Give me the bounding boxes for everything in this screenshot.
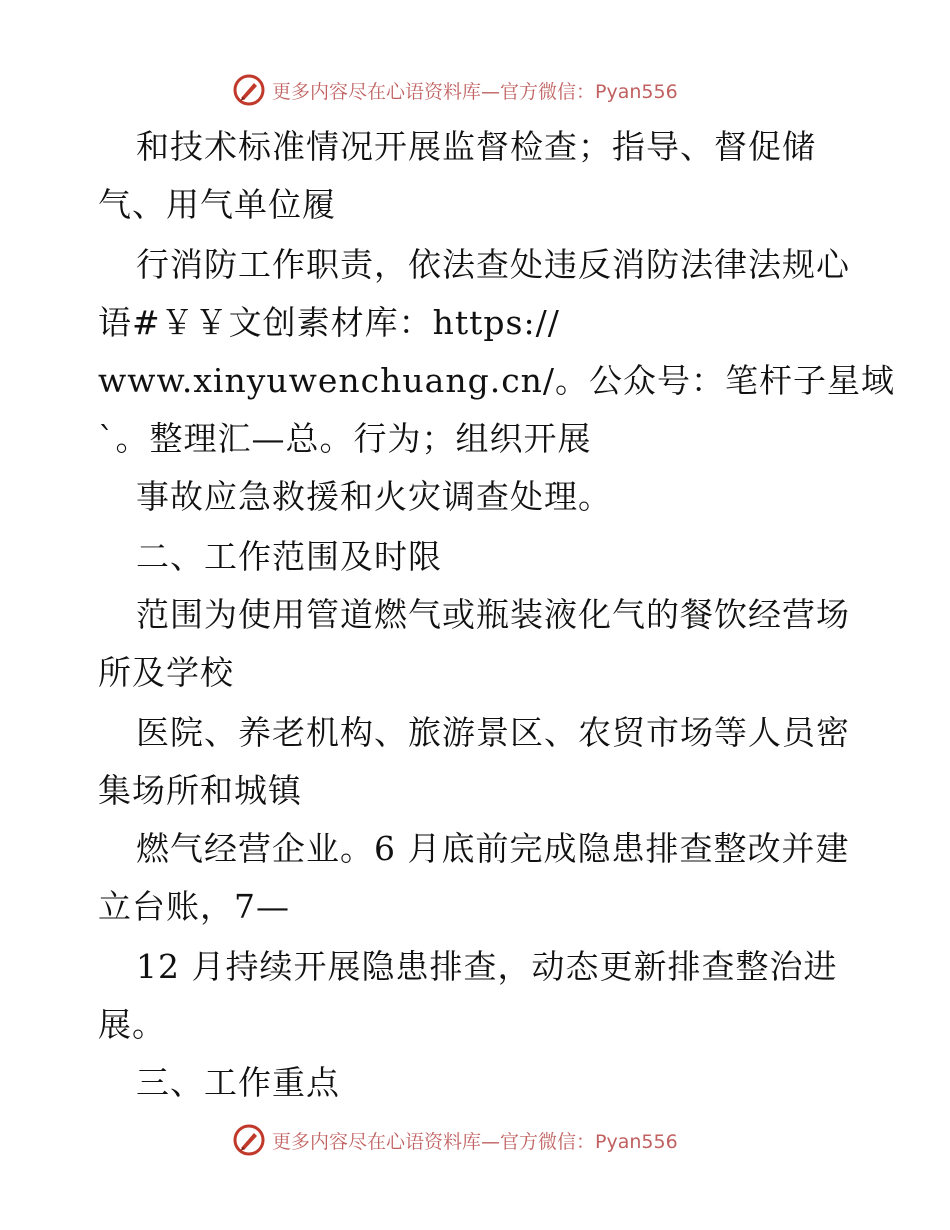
paragraph-line: 范围为使用管道燃气或瓶装液化气的餐饮经营场 <box>136 595 850 634</box>
paragraph-line: 和技术标准情况开展监督检查；指导、督促储 <box>136 127 816 166</box>
paragraph-line: 立台账，7— <box>98 887 290 926</box>
paragraph-line: 气、用气单位履 <box>98 185 336 224</box>
paragraph-line: 医院、养老机构、旅游景区、农贸市场等人员密 <box>136 713 850 752</box>
paragraph-line: 事故应急救援和火灾调查处理。 <box>136 477 612 516</box>
header-watermark <box>232 70 732 110</box>
section-heading: 二、工作范围及时限 <box>136 537 442 576</box>
watermark-text: 更多内容尽在心语资料库—官方微信：Pyan556 <box>272 1130 678 1153</box>
pen-logo-icon <box>232 1123 266 1157</box>
watermark-text: 更多内容尽在心语资料库—官方微信：Pyan556 <box>272 80 678 103</box>
paragraph-line: 燃气经营企业。6 月底前完成隐患排查整改并建 <box>136 829 850 868</box>
paragraph-line: 12 月持续开展隐患排查，动态更新排查整治进 <box>136 947 838 986</box>
paragraph-line: 集场所和城镇 <box>98 771 302 810</box>
paragraph-line: www.xinyuwenchuang.cn/。公众号：笔杆子星域 <box>98 361 896 400</box>
paragraph-line: 所及学校 <box>98 653 234 692</box>
footer-watermark <box>232 1120 732 1160</box>
paragraph-line: 行消防工作职责，依法查处违反消防法律法规心 <box>136 245 850 284</box>
paragraph-line: `。整理汇—总。行为；组织开展 <box>98 419 592 458</box>
section-heading: 三、工作重点 <box>136 1063 340 1102</box>
paragraph-line: 语#￥￥文创素材库：https:// <box>98 303 560 342</box>
pen-logo-icon <box>232 73 266 107</box>
paragraph-line: 展。 <box>98 1005 166 1044</box>
